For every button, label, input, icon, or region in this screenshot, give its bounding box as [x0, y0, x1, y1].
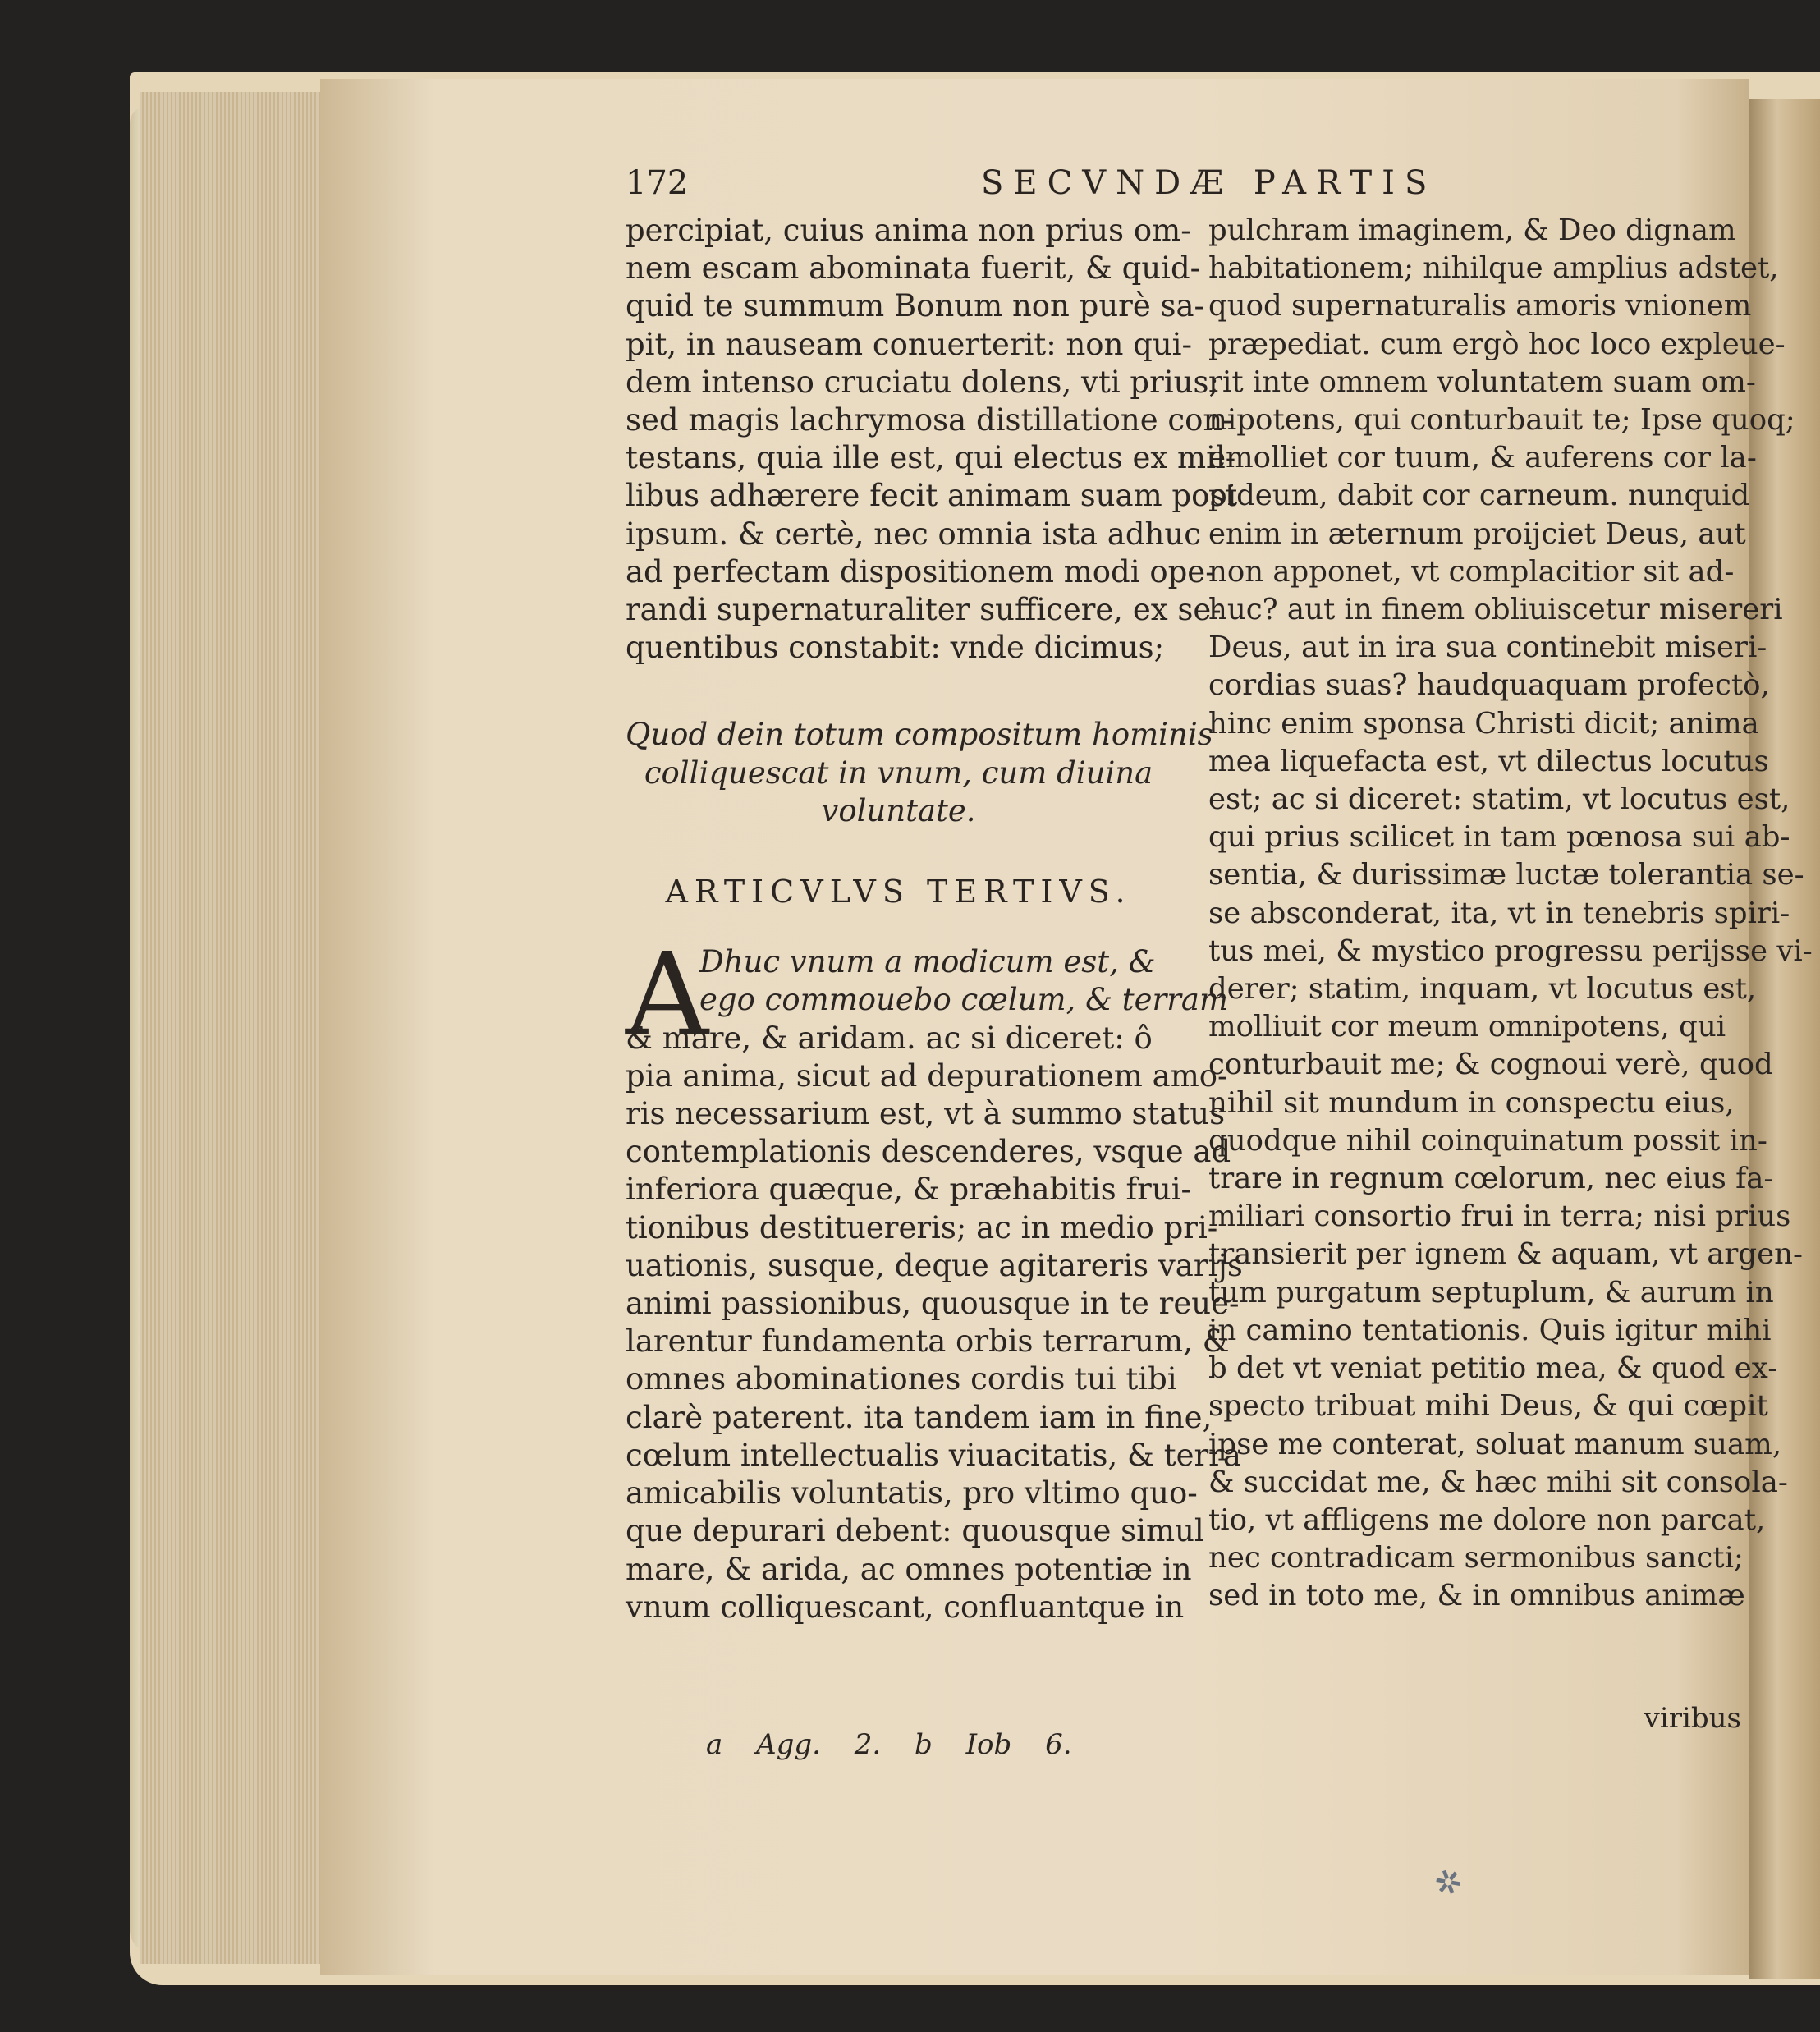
- text-line: molliuit cor meum omnipotens, qui: [1208, 1010, 1726, 1044]
- ink-smudge-mark: ✲: [1429, 1860, 1469, 1906]
- text-line: se absconderat, ita, vt in tenebris spiri-: [1208, 896, 1790, 930]
- text-line: quentibus constabit: vnde dicimus;: [626, 630, 1165, 666]
- right-text-column: [1208, 212, 1813, 1616]
- text-line: nem escam abominata fuerit, & quid-: [626, 250, 1201, 287]
- text-line: pulchram imaginem, & Deo dignam: [1208, 213, 1736, 247]
- text-line: uationis, susque, deque agitareris varijs: [626, 1247, 1243, 1283]
- text-line: sed magis lachrymosa distillatione con-: [626, 402, 1233, 438]
- text-line: pideum, dabit cor carneum. nunquid: [1208, 479, 1750, 513]
- section-title: [626, 716, 1213, 830]
- text-line: rit inte omnem voluntatem suam om-: [1208, 365, 1756, 399]
- text-line: libus adhærere fecit animam suam post: [626, 478, 1238, 514]
- text-line: omnes abominationes cordis tui tibi: [626, 1361, 1177, 1397]
- text-line: ris necessarium est, vt à summo status: [626, 1096, 1226, 1132]
- text-line: cœlum intellectualis viuacitatis, & terra: [626, 1437, 1241, 1473]
- text-line: quodque nihil coinquinatum possit in-: [1208, 1123, 1767, 1158]
- text-line: percipiat, cuius anima non prius om-: [626, 213, 1191, 248]
- text-line: sed in toto me, & in omnibus animæ: [1208, 1579, 1745, 1613]
- text-line: quod supernaturalis amoris vnionem: [1208, 289, 1752, 323]
- text-line: miliari consortio frui in terra; nisi prius: [1208, 1199, 1791, 1234]
- text-line: qui prius scilicet in tam pœnosa sui ab-: [1208, 820, 1790, 855]
- text-line: quid te summum Bonum non purè sa-: [626, 288, 1205, 324]
- text-line: huc? aut in finem obliuiscetur misereri: [1208, 593, 1783, 627]
- text-line: & succidat me, & hæc mihi sit consola-: [1208, 1465, 1788, 1499]
- text-line: b det vt veniat petitio mea, & quod ex-: [1208, 1351, 1778, 1386]
- page-number: 172: [626, 164, 689, 202]
- text-line: Dhuc vnum a modicum est, &: [699, 944, 1156, 980]
- text-line: ego commouebo cœlum, & terram: [699, 982, 1229, 1018]
- text-line: nihil sit mundum in conspectu eius,: [1208, 1085, 1735, 1120]
- text-line: larentur fundamenta orbis terrarum, &: [626, 1323, 1230, 1360]
- page-header: [0, 164, 1820, 213]
- drop-cap: A: [626, 929, 709, 1063]
- title-line: voluntate.: [821, 792, 976, 828]
- text-line: specto tribuat mihi Deus, & qui cœpit: [1208, 1389, 1768, 1424]
- text-line: tum purgatum septuplum, & aurum in: [1208, 1275, 1774, 1310]
- text-line: præpediat. cum ergò hoc loco expleue-: [1208, 327, 1786, 361]
- text-line: tionibus destituereris; ac in medio pri-: [626, 1209, 1218, 1245]
- text-line: non apponet, vt complacitior sit ad-: [1208, 554, 1735, 589]
- title-line: Quod dein totum compositum hominis: [626, 717, 1213, 753]
- text-line: amicabilis voluntatis, pro vltimo quo-: [626, 1475, 1198, 1511]
- text-line: contemplationis descenderes, vsque ad: [626, 1134, 1231, 1170]
- text-line: tus mei, & mystico progressu perijsse vi-: [1208, 933, 1813, 968]
- text-line: nipotens, qui conturbauit te; Ipse quoq;: [1208, 403, 1795, 438]
- text-line: clarè paterent. ita tandem iam in fine,: [626, 1399, 1213, 1435]
- text-line: habitationem; nihilque amplius adstet,: [1208, 251, 1779, 286]
- paragraph-continuation: [626, 212, 1238, 667]
- text-line: testans, quia ille est, qui electus ex mil-: [626, 440, 1236, 476]
- left-text-column: [626, 212, 1243, 1626]
- text-line: ipsum. & certè, nec omnia ista adhuc: [626, 516, 1201, 552]
- text-line: dem intenso cruciatu dolens, vti prius;: [626, 364, 1219, 400]
- text-line: ipse me conterat, soluat manum suam,: [1208, 1427, 1782, 1461]
- article-heading: ARTICVLVS TERTIVS.: [665, 874, 1132, 911]
- running-head: SECVNDÆ PARTIS: [981, 164, 1437, 202]
- text-line: derer; statim, inquam, vt locutus est,: [1208, 972, 1757, 1007]
- text-line: trare in regnum cœlorum, nec eius fa-: [1208, 1162, 1774, 1196]
- text-line: mea liquefacta est, vt dilectus locutus: [1208, 744, 1769, 778]
- text-line: & mare, & aridam. ac si diceret: ô: [626, 1020, 1153, 1056]
- text-line: sentia, & durissimæ luctæ tolerantia se-: [1208, 858, 1804, 892]
- text-line: inferiora quæque, & præhabitis frui-: [626, 1172, 1192, 1208]
- text-line: Deus, aut in ira sua continebit miseri-: [1208, 631, 1767, 665]
- text-line: mare, & arida, ac omnes potentiæ in: [626, 1551, 1192, 1587]
- text-line: randi supernaturaliter sufficere, ex se-: [626, 592, 1222, 628]
- text-line: est; ac si diceret: statim, vt locutus est,: [1208, 782, 1790, 817]
- text-line: hinc enim sponsa Christi dicit; anima: [1208, 706, 1759, 741]
- text-line: conturbauit me; & cognoui verè, quod: [1208, 1048, 1773, 1082]
- text-line: ad perfectam dispositionem modi ope-: [626, 553, 1216, 589]
- article-body: [626, 929, 1243, 1626]
- marginal-references: a Agg. 2. b Iob 6.: [706, 1728, 1072, 1761]
- text-line: emolliet cor tuum, & auferens cor la-: [1208, 441, 1757, 475]
- text-line: in camino tentationis. Quis igitur mihi: [1208, 1313, 1772, 1347]
- text-line: animi passionibus, quousque in te reue-: [626, 1286, 1240, 1322]
- text-line: pia anima, sicut ad depurationem amo-: [626, 1057, 1228, 1094]
- text-line: pit, in nauseam conuerterit: non qui-: [626, 326, 1193, 362]
- catchword: viribus: [1644, 1702, 1741, 1735]
- text-line: cordias suas? haudquaquam profectò,: [1208, 668, 1770, 703]
- text-line: transierit per ignem & aquam, vt argen-: [1208, 1237, 1803, 1272]
- text-line: enim in æternum proijciet Deus, aut: [1208, 516, 1746, 551]
- title-line: colliquescat in vnum, cum diuina: [644, 755, 1153, 791]
- text-line: que depurari debent: quousque simul: [626, 1513, 1204, 1549]
- text-line: tio, vt affligens me dolore non parcat,: [1208, 1502, 1766, 1537]
- text-line: vnum colliquescant, confluantque in: [626, 1589, 1185, 1625]
- text-line: nec contradicam sermonibus sancti;: [1208, 1541, 1744, 1576]
